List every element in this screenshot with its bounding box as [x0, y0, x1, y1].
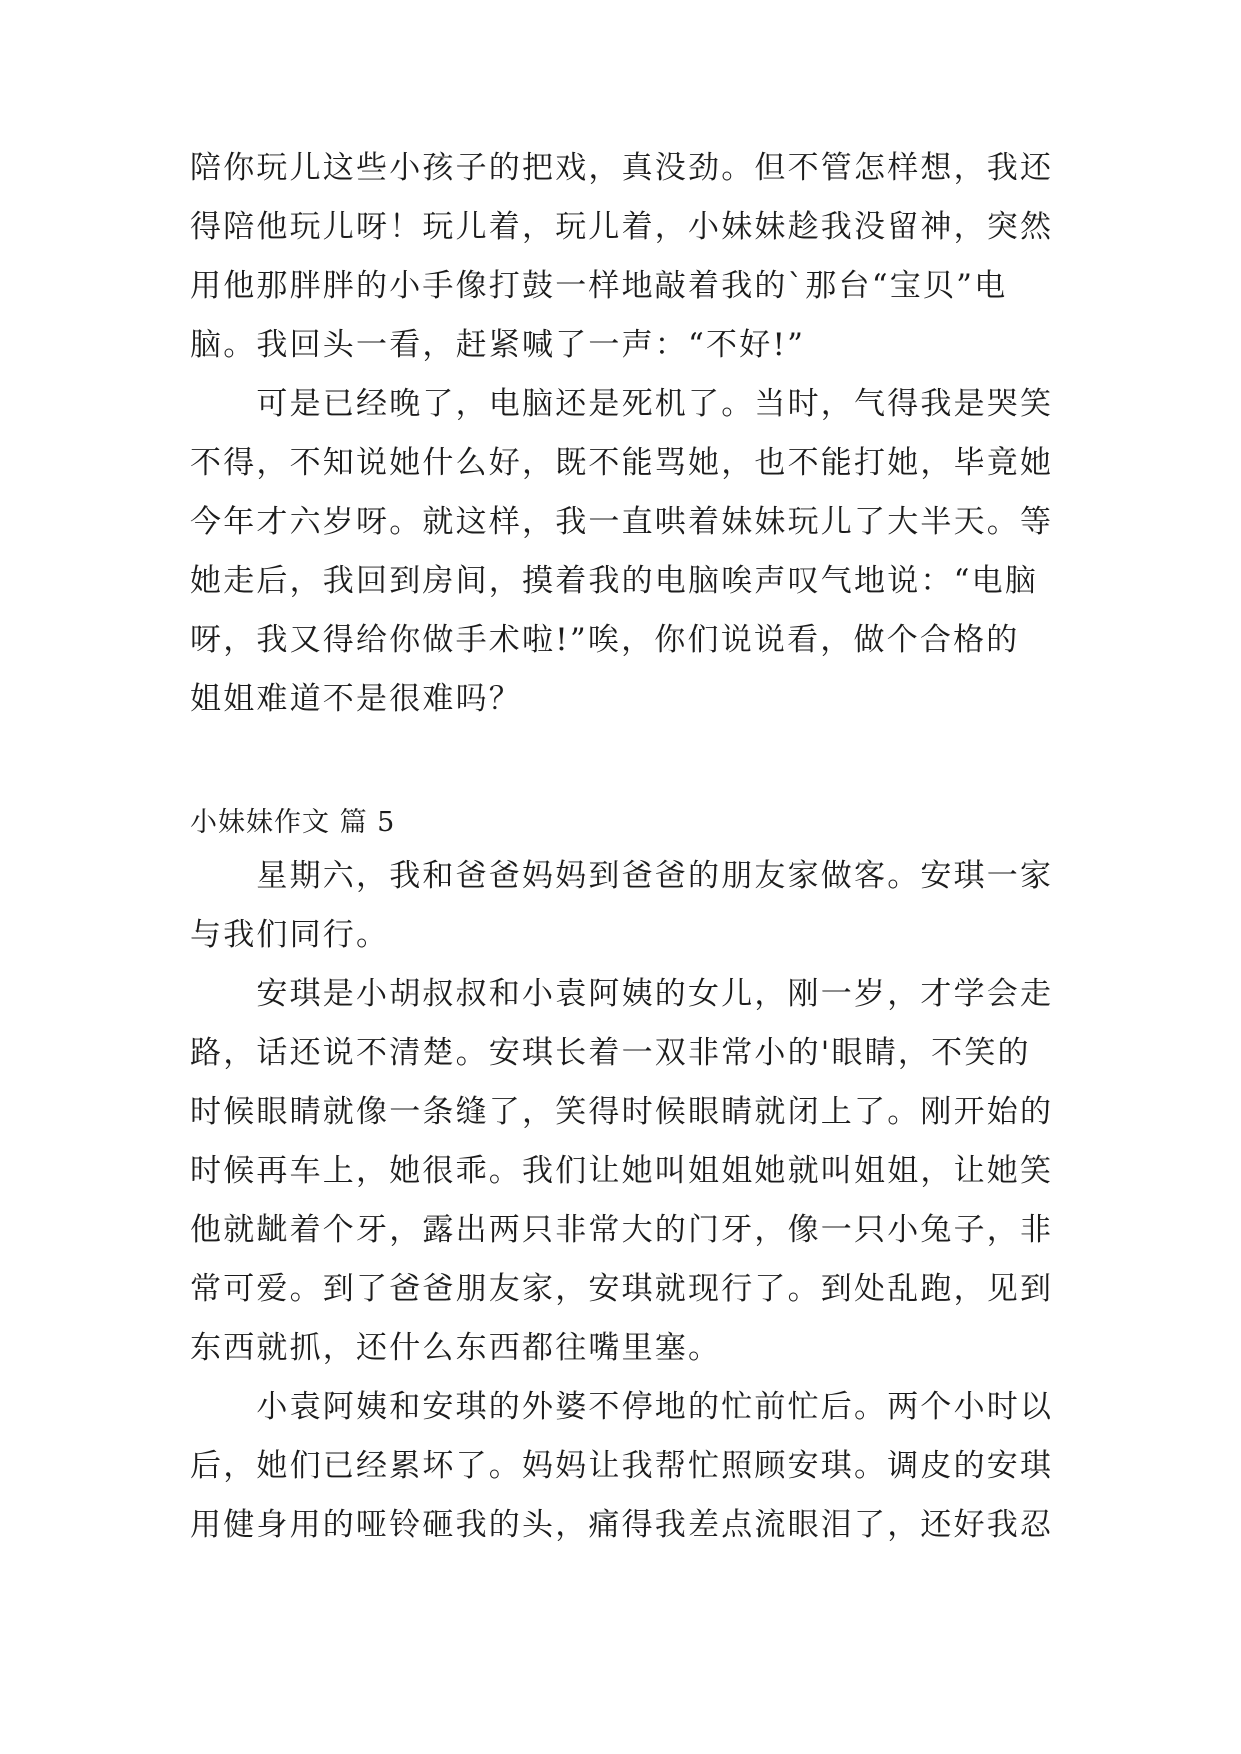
text-line: 时候眼睛就像一条缝了，笑得时候眼睛就闭上了。刚开始的: [190, 1094, 1054, 1130]
text-line: 小袁阿姨和安琪的外婆不停地的忙前忙后。两个小时以: [190, 1389, 1054, 1425]
text-line: 可是已经晚了，电脑还是死机了。当时，气得我是哭笑: [190, 386, 1054, 422]
text-line: 他就龇着个牙，露出两只非常大的门牙，像一只小兔子，非: [190, 1212, 1054, 1248]
text-line: 用健身用的哑铃砸我的头，痛得我差点流眼泪了，还好我忍: [190, 1507, 1054, 1543]
text-line: 后，她们已经累坏了。妈妈让我帮忙照顾安琪。调皮的安琪: [190, 1448, 1054, 1484]
section-heading: 小妹妹作文 篇 5: [190, 807, 396, 838]
text-line: 今年才六岁呀。就这样，我一直哄着妹妹玩儿了大半天。等: [190, 504, 1054, 540]
text-line: 路，话还说不清楚。安琪长着一双非常小的'眼睛，不笑的: [190, 1035, 1031, 1071]
text-line: 用他那胖胖的小手像打鼓一样地敲着我的`那台“宝贝”电: [190, 268, 1008, 304]
text-line: 脑。我回头一看，赶紧喊了一声：“不好!”: [190, 327, 806, 363]
text-line: 常可爱。到了爸爸朋友家，安琪就现行了。到处乱跑，见到: [190, 1271, 1054, 1307]
text-line: 与我们同行。: [190, 917, 390, 953]
text-line: 她走后，我回到房间，摸着我的电脑唉声叹气地说：“电脑: [190, 563, 1039, 599]
text-line: 时候再车上，她很乖。我们让她叫姐姐她就叫姐姐，让她笑: [190, 1153, 1054, 1189]
text-line: 星期六，我和爸爸妈妈到爸爸的朋友家做客。安琪一家: [190, 858, 1054, 894]
text-line: 呀，我又得给你做手术啦!”唉，你们说说看，做个合格的: [190, 622, 1020, 658]
text-line: 陪你玩儿这些小孩子的把戏，真没劲。但不管怎样想，我还: [190, 150, 1054, 186]
text-line: 东西就抓，还什么东西都往嘴里塞。: [190, 1330, 722, 1366]
text-line: 安琪是小胡叔叔和小袁阿姨的女儿，刚一岁，才学会走: [190, 976, 1054, 1012]
text-line: 不得，不知说她什么好，既不能骂她，也不能打她，毕竟她: [190, 445, 1054, 481]
text-line: 姐姐难道不是很难吗？: [190, 681, 522, 717]
text-line: 得陪他玩儿呀！玩儿着，玩儿着，小妹妹趁我没留神，突然: [190, 209, 1054, 245]
